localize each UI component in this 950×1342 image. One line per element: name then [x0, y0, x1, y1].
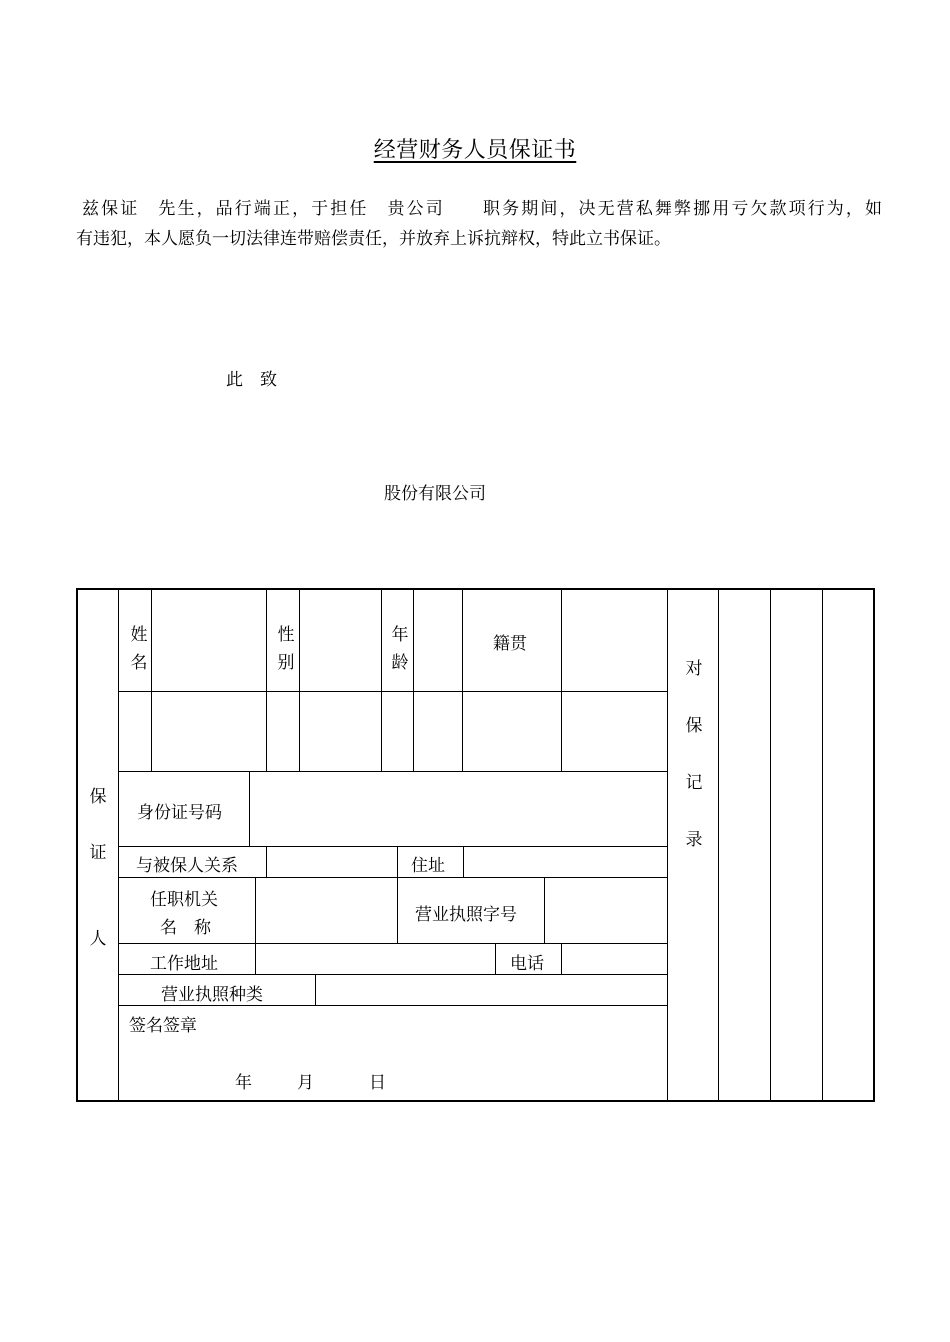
- license-no-col-line-a: [397, 877, 398, 944]
- license-no-col-line-b: [544, 877, 545, 944]
- date-day-label: 日: [369, 1073, 386, 1093]
- document-title: 经营财务人员保证书: [373, 138, 577, 163]
- age-label-char-1: 年: [391, 625, 409, 645]
- address-label: 住址: [411, 856, 445, 876]
- id-number-label: 身份证号码: [137, 803, 222, 823]
- work-address-label: 工作地址: [150, 954, 218, 974]
- signature-label: 签名签章: [129, 1016, 197, 1036]
- phone-col-line-b: [561, 943, 562, 975]
- form-border-bottom: [76, 1100, 875, 1102]
- row-line-5: [118, 943, 667, 944]
- gender-col-line-a: [266, 588, 267, 771]
- form-border-top: [76, 588, 875, 590]
- employer-label-line-2: 名 称: [160, 918, 211, 938]
- gender-label-char-2: 别: [277, 653, 295, 673]
- date-year-label: 年: [235, 1073, 252, 1093]
- relation-label: 与被保人关系: [136, 856, 238, 876]
- license-type-col-line: [315, 974, 316, 1006]
- guarantor-label-char-2: 证: [89, 843, 107, 863]
- id-col-line: [249, 771, 250, 847]
- record-col-line-2: [770, 588, 771, 1102]
- record-col-line-3: [822, 588, 823, 1102]
- guarantor-label-char-3: 人: [89, 929, 107, 949]
- record-label-char-2: 保: [685, 716, 703, 736]
- form-border-right: [873, 588, 875, 1102]
- guarantor-column-divider: [118, 588, 119, 1102]
- gender-col-line-b: [299, 588, 300, 771]
- guarantee-paragraph-line-2: 有违犯，本人愿负一切法律连带赔偿责任，并放弃上诉抗辩权，特此立书保证。: [76, 229, 671, 249]
- age-col-line-a: [381, 588, 382, 771]
- form-border-left: [76, 588, 78, 1102]
- record-column-divider: [667, 588, 668, 1102]
- license-number-label: 营业执照字号: [415, 905, 517, 925]
- gender-label-char-1: 性: [277, 625, 295, 645]
- license-type-label: 营业执照种类: [161, 985, 263, 1005]
- record-label-char-1: 对: [685, 659, 703, 679]
- name-label-char-1: 姓: [130, 625, 148, 645]
- record-label-char-3: 记: [685, 773, 703, 793]
- employer-col-line: [255, 877, 256, 944]
- native-place-label: 籍贯: [493, 634, 527, 654]
- record-col-line-1: [718, 588, 719, 1102]
- guarantee-paragraph-line-1: 兹保证 先生，品行端正，于担任 贵公司 职务期间，决无营私舞弊挪用亏欠款项行为，如: [82, 199, 882, 219]
- phone-label: 电话: [510, 954, 544, 974]
- guarantor-label-char-1: 保: [89, 787, 107, 807]
- native-col-line-a: [462, 588, 463, 771]
- employer-label-line-1: 任职机关: [150, 890, 218, 910]
- relation-col-line: [266, 846, 267, 878]
- salutation: 此 致: [226, 370, 277, 390]
- name-label-char-2: 名: [130, 653, 148, 673]
- row-line-2: [118, 771, 667, 772]
- row-line-3: [118, 846, 667, 847]
- address-col-line-a: [397, 846, 398, 878]
- age-label-char-2: 龄: [391, 653, 409, 673]
- date-month-label: 月: [297, 1073, 314, 1093]
- age-col-line-b: [413, 588, 414, 771]
- name-col-line: [151, 588, 152, 771]
- company-name: 股份有限公司: [384, 484, 486, 504]
- phone-col-line-a: [495, 943, 496, 975]
- row-line-1: [118, 691, 667, 692]
- address-col-line-b: [463, 846, 464, 878]
- native-col-line-b: [561, 588, 562, 771]
- record-label-char-4: 录: [685, 830, 703, 850]
- work-address-col-line: [255, 943, 256, 975]
